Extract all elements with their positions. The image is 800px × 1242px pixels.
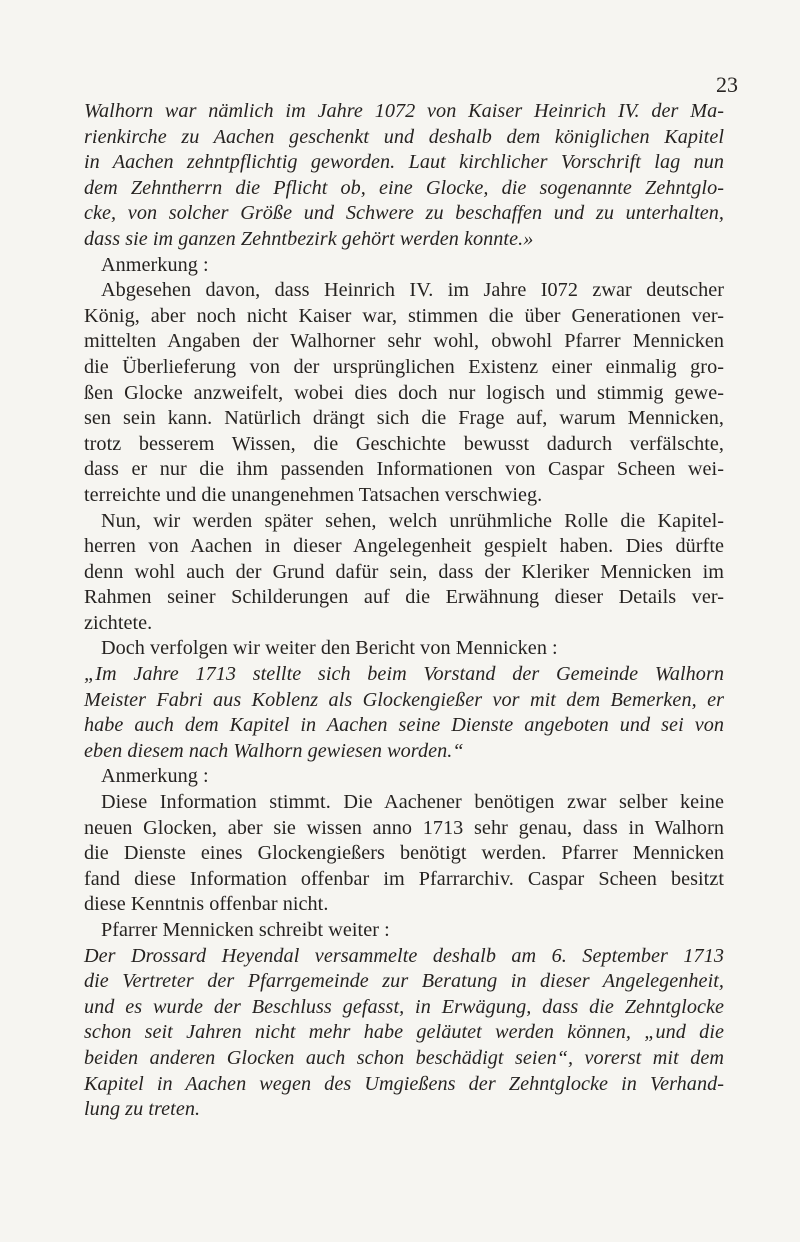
text-line: „Im Jahre 1713 stellte sich beim Vorstand der Gemeinde Walhorn (84, 663, 724, 686)
text-line: eben diesem nach Walhorn gewiesen worden.“ (84, 739, 464, 762)
page-text (84, 99, 724, 1123)
text-line: Meister Fabri aus Koblenz als Glockengießer vor mit dem Bemerken, er (84, 688, 724, 711)
text-line: Abgesehen davon, dass Heinrich IV. im Jahre I072 zwar deutscher (101, 279, 724, 302)
text-block-note1-label (84, 253, 724, 279)
text-line: sen sein kann. Natürlich drängt sich die Frage auf, warum Mennicken, (84, 407, 724, 430)
text-line: die Vertreter der Pfarrgemeinde zur Beratung in dieser Angelegenheit, (84, 970, 724, 993)
text-line: habe auch dem Kapitel in Aachen seine Dienste angeboten und sei von (84, 714, 724, 737)
text-line: dass er nur die ihm passenden Informationen von Caspar Scheen wei- (84, 458, 724, 481)
text-block-para3 (84, 636, 724, 662)
text-line: Rahmen seiner Schilderungen auf die Erwähnung dieser Details ver- (84, 586, 724, 609)
text-line: neuen Glocken, aber sie wissen anno 1713 sehr genau, dass in Walhorn (84, 816, 724, 839)
text-line: fand diese Information offenbar im Pfarrarchiv. Caspar Scheen besitzt (84, 867, 724, 890)
text-line: Anmerkung : (101, 253, 209, 276)
text-block-note2-text (84, 790, 724, 918)
text-line: und es wurde der Beschluss gefasst, in Erwägung, dass die Zehntglocke (84, 995, 724, 1018)
text-line: dem Zehntherrn die Pflicht ob, eine Glocke, die sogenannte Zehntglo- (84, 176, 724, 199)
text-block-note1-text (84, 278, 724, 508)
text-line: rienkirche zu Aachen geschenkt und deshalb dem königlichen Kapitel (84, 125, 724, 148)
text-line: dass sie im ganzen Zehntbezirk gehört werden konnte.» (84, 227, 534, 250)
text-line: mittelten Angaben der Walhorner sehr wohl, obwohl Pfarrer Mennicken (84, 330, 724, 353)
text-line: in Aachen zehntpflichtig geworden. Laut kirchlicher Vorschrift lag nun (84, 151, 724, 174)
text-line: cke, von solcher Größe und Schwere zu beschaffen und zu unterhalten, (84, 202, 724, 225)
text-line: beiden anderen Glocken auch schon beschädigt seien“, vorerst mit dem (84, 1046, 724, 1069)
page-number: 23 (716, 72, 738, 97)
text-line: König, aber noch nicht Kaiser war, stimmen die über Generationen ver- (84, 304, 724, 327)
text-line: Anmerkung : (101, 765, 209, 788)
text-line: Diese Information stimmt. Die Aachener benötigen zwar selber keine (101, 791, 724, 814)
text-line: trotz besserem Wissen, die Geschichte bewusst dadurch verfälschte, (84, 432, 724, 455)
text-line: herren von Aachen in dieser Angelegenheit gespielt haben. Dies dürfte (84, 535, 724, 558)
text-block-quote3 (84, 944, 724, 1123)
text-line: Pfarrer Mennicken schreibt weiter : (101, 919, 390, 941)
text-line: zichtete. (84, 611, 153, 634)
text-line: diese Kenntnis offenbar nicht. (84, 893, 329, 916)
text-line: ßen Glocke anzweifelt, wobei dies doch nur logisch und stimmig gewe- (84, 381, 724, 404)
text-block-quote1 (84, 99, 724, 253)
text-line: terreichte und die unangenehmen Tatsachen verschwieg. (84, 483, 543, 506)
text-block-note2-label (84, 764, 724, 790)
text-block-quote2 (84, 662, 724, 764)
text-line: Doch verfolgen wir weiter den Bericht von Mennicken : (101, 637, 558, 660)
text-line: lung zu treten. (84, 1098, 201, 1121)
text-block-para4 (84, 918, 724, 944)
text-line: schon seit Jahren nicht mehr habe geläutet werden können, „und die (84, 1021, 724, 1044)
text-line: Walhorn war nämlich im Jahre 1072 von Kaiser Heinrich IV. der Ma- (84, 100, 724, 122)
text-line: die Überlieferung von der ursprünglichen Existenz einer einmalig gro- (84, 355, 724, 378)
text-block-para2 (84, 509, 724, 637)
text-line: Der Drossard Heyendal versammelte deshalb am 6. September 1713 (84, 944, 724, 967)
text-line: Kapitel in Aachen wegen des Umgießens der Zehntglocke in Verhand- (84, 1072, 724, 1095)
text-line: denn wohl auch der Grund dafür sein, dass der Kleriker Mennicken im (84, 560, 724, 583)
text-line: Nun, wir werden später sehen, welch unrühmliche Rolle die Kapitel- (101, 509, 724, 532)
text-line: die Dienste eines Glockengießers benötigt werden. Pfarrer Mennicken (84, 842, 724, 865)
